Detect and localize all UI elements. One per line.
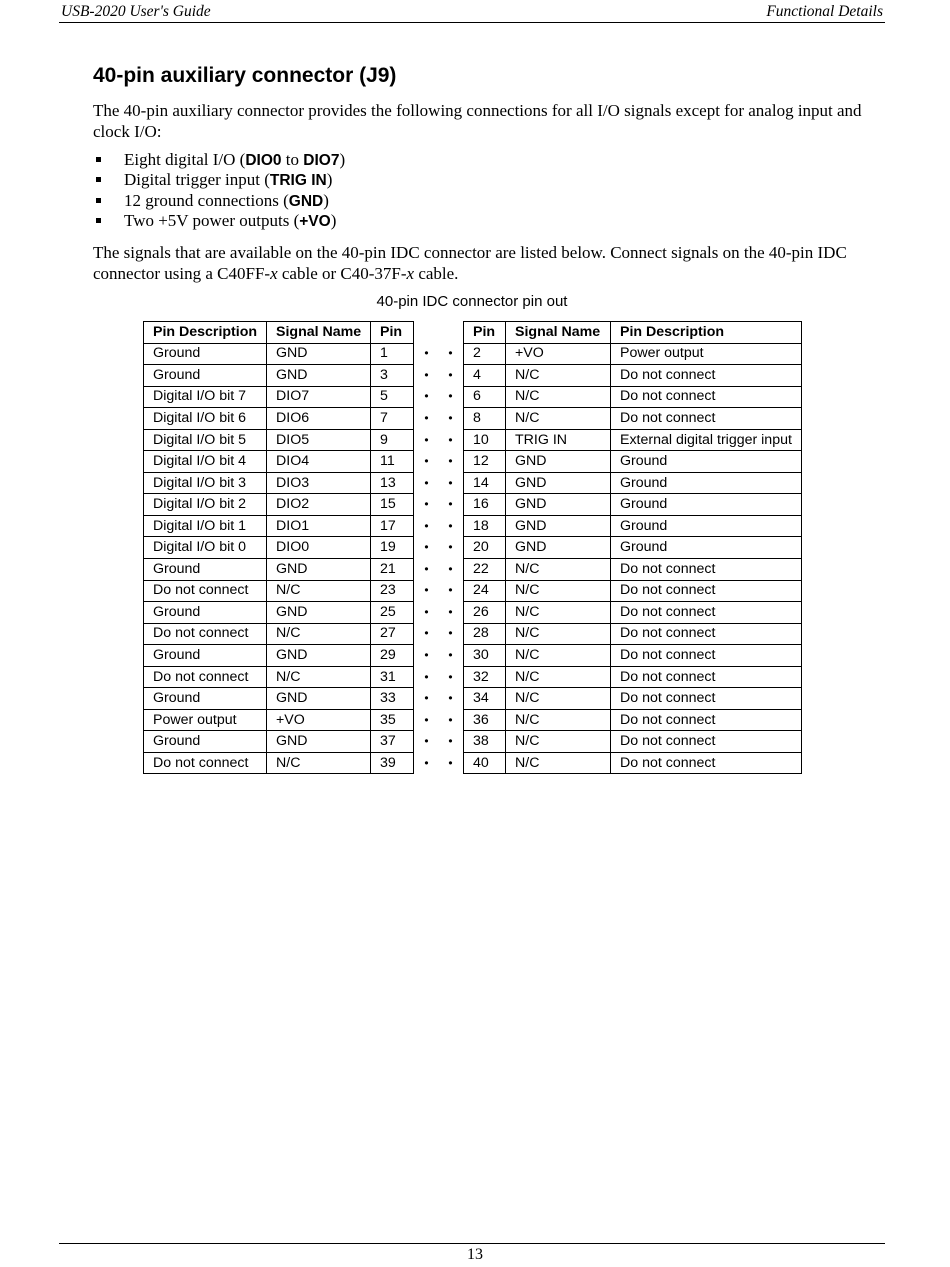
footer-divider (59, 1243, 885, 1244)
cell-signal-name-right: N/C (506, 731, 611, 753)
cell-signal-name-right: N/C (506, 709, 611, 731)
cell-pin-right: 26 (464, 602, 506, 624)
pin-dot-icon: • (448, 755, 453, 770)
cell-pin-description-right: Do not connect (611, 666, 802, 688)
cell-pin-left: 31 (371, 666, 414, 688)
cell-signal-name-left: N/C (267, 580, 371, 602)
table-row (144, 709, 802, 731)
cell-pin-description-right: Do not connect (611, 688, 802, 710)
pin-dot-icon: • (424, 518, 429, 533)
cell-pin-left: 7 (371, 408, 414, 430)
table-row (144, 731, 802, 753)
header-doc-title: USB-2020 User's Guide (61, 3, 211, 20)
cell-pin-description-right: Do not connect (611, 752, 802, 774)
cell-pin-left: 3 (371, 365, 414, 387)
cell-pin-description-right: Do not connect (611, 580, 802, 602)
cell-pin-right: 38 (464, 731, 506, 753)
table-row (144, 515, 802, 537)
pin-dot-icon: • (448, 669, 453, 684)
cell-pin-description-right: Ground (611, 515, 802, 537)
cell-pin-description-left: Do not connect (144, 580, 267, 602)
cell-pin-description-right: Do not connect (611, 602, 802, 624)
cell-signal-name-right: GND (506, 537, 611, 559)
cell-pin-right: 12 (464, 451, 506, 473)
cell-pin-left: 19 (371, 537, 414, 559)
connector-pin-pair (414, 709, 464, 731)
cell-pin-right: 28 (464, 623, 506, 645)
table-row (144, 602, 802, 624)
cell-pin-right: 8 (464, 408, 506, 430)
cell-pin-left: 23 (371, 580, 414, 602)
pin-dot-icon: • (424, 647, 429, 662)
col-header-signal-name-left: Signal Name (267, 322, 371, 344)
cell-pin-description-left: Digital I/O bit 6 (144, 408, 267, 430)
list-item: Digital trigger input (TRIG IN) (93, 170, 345, 190)
cell-signal-name-left: N/C (267, 623, 371, 645)
cell-pin-description-right: Ground (611, 451, 802, 473)
cell-signal-name-left: N/C (267, 752, 371, 774)
pin-dot-icon: • (448, 604, 453, 619)
cell-signal-name-right: N/C (506, 602, 611, 624)
cell-signal-name-right: N/C (506, 645, 611, 667)
table-row (144, 408, 802, 430)
list-item: Two +5V power outputs (+VO) (93, 211, 345, 231)
pin-dot-icon: • (424, 691, 429, 706)
table-row (144, 537, 802, 559)
pin-dot-icon: • (448, 518, 453, 533)
pin-dot-icon: • (424, 734, 429, 749)
connector-pin-pair (414, 645, 464, 667)
cell-pin-right: 22 (464, 559, 506, 581)
cell-signal-name-right: +VO (506, 343, 611, 365)
pin-dot-icon: • (448, 583, 453, 598)
cell-pin-left: 17 (371, 515, 414, 537)
cell-signal-name-right: N/C (506, 688, 611, 710)
col-header-signal-name-right: Signal Name (506, 322, 611, 344)
pin-dot-icon: • (424, 367, 429, 382)
cell-pin-right: 20 (464, 537, 506, 559)
cell-pin-right: 36 (464, 709, 506, 731)
cell-signal-name-left: DIO3 (267, 472, 371, 494)
pin-dot-icon: • (424, 669, 429, 684)
cell-signal-name-right: N/C (506, 623, 611, 645)
cell-pin-left: 39 (371, 752, 414, 774)
cell-signal-name-right: GND (506, 451, 611, 473)
cell-signal-name-left: DIO5 (267, 429, 371, 451)
cell-signal-name-right: N/C (506, 666, 611, 688)
pin-dot-icon: • (448, 410, 453, 425)
cell-signal-name-left: DIO7 (267, 386, 371, 408)
cell-pin-description-right: Do not connect (611, 559, 802, 581)
pin-dot-icon: • (424, 497, 429, 512)
header-chapter-title: Functional Details (766, 3, 883, 20)
cell-pin-left: 35 (371, 709, 414, 731)
connector-pin-pair (414, 494, 464, 516)
bullet-icon (96, 218, 101, 223)
list-item: 12 ground connections (GND) (93, 191, 345, 211)
cell-signal-name-left: GND (267, 602, 371, 624)
connector-pin-pair (414, 666, 464, 688)
cell-pin-left: 15 (371, 494, 414, 516)
cell-signal-name-left: DIO4 (267, 451, 371, 473)
connector-pin-pair (414, 688, 464, 710)
connector-pin-pair (414, 623, 464, 645)
cell-pin-right: 16 (464, 494, 506, 516)
table-row (144, 645, 802, 667)
table-row (144, 559, 802, 581)
pin-dot-icon: • (448, 367, 453, 382)
connector-pin-pair (414, 429, 464, 451)
cell-signal-name-right: GND (506, 494, 611, 516)
pin-dot-icon: • (424, 626, 429, 641)
intro-paragraph: The 40-pin auxiliary connector provides the following connections for all I/O signals except for analog input and clock I/O: (93, 101, 862, 141)
pin-dot-icon: • (448, 389, 453, 404)
cell-signal-name-left: +VO (267, 709, 371, 731)
pin-dot-icon: • (448, 561, 453, 576)
pinout-table (143, 321, 802, 774)
table-row (144, 365, 802, 387)
cell-pin-description-right: Ground (611, 472, 802, 494)
connector-pin-pair (414, 515, 464, 537)
cell-signal-name-left: GND (267, 365, 371, 387)
connector-pin-pair (414, 752, 464, 774)
pin-dot-icon: • (448, 475, 453, 490)
table-row (144, 451, 802, 473)
cell-pin-description-right: Do not connect (611, 731, 802, 753)
cell-pin-description-right: Do not connect (611, 408, 802, 430)
cell-signal-name-right: N/C (506, 580, 611, 602)
pin-dot-icon: • (448, 540, 453, 555)
page-header (59, 3, 885, 23)
cell-pin-description-left: Do not connect (144, 752, 267, 774)
cell-pin-description-left: Digital I/O bit 2 (144, 494, 267, 516)
cell-pin-description-left: Digital I/O bit 7 (144, 386, 267, 408)
cell-signal-name-left: DIO2 (267, 494, 371, 516)
col-header-connector (414, 322, 464, 344)
col-header-pin-description-left: Pin Description (144, 322, 267, 344)
cell-pin-description-right: Do not connect (611, 709, 802, 731)
pin-dot-icon: • (424, 755, 429, 770)
connection-list (93, 150, 345, 231)
bullet-icon (96, 198, 101, 203)
cell-pin-description-right: Do not connect (611, 386, 802, 408)
cell-signal-name-left: GND (267, 688, 371, 710)
cell-signal-name-left: GND (267, 343, 371, 365)
connector-pin-pair (414, 408, 464, 430)
cell-pin-left: 9 (371, 429, 414, 451)
table-row (144, 666, 802, 688)
connector-pin-pair (414, 580, 464, 602)
cell-signal-name-left: GND (267, 731, 371, 753)
cell-pin-description-left: Digital I/O bit 3 (144, 472, 267, 494)
col-header-pin-right: Pin (464, 322, 506, 344)
connector-pin-pair (414, 343, 464, 365)
pin-dot-icon: • (424, 583, 429, 598)
pin-dot-icon: • (424, 454, 429, 469)
cell-pin-description-left: Power output (144, 709, 267, 731)
pin-dot-icon: • (424, 410, 429, 425)
cell-pin-description-left: Ground (144, 645, 267, 667)
cell-pin-left: 1 (371, 343, 414, 365)
cell-pin-description-left: Digital I/O bit 1 (144, 515, 267, 537)
cell-signal-name-left: DIO1 (267, 515, 371, 537)
cell-pin-right: 4 (464, 365, 506, 387)
cell-pin-right: 14 (464, 472, 506, 494)
cell-pin-description-right: Ground (611, 537, 802, 559)
cell-signal-name-right: N/C (506, 559, 611, 581)
cell-signal-name-left: N/C (267, 666, 371, 688)
pin-dot-icon: • (424, 346, 429, 361)
cell-pin-left: 11 (371, 451, 414, 473)
cell-signal-name-right: GND (506, 472, 611, 494)
pin-dot-icon: • (424, 712, 429, 727)
table-caption: 40-pin IDC connector pin out (376, 293, 568, 310)
cell-pin-left: 33 (371, 688, 414, 710)
connector-pin-pair (414, 365, 464, 387)
cell-signal-name-left: GND (267, 559, 371, 581)
pin-dot-icon: • (448, 454, 453, 469)
pin-dot-icon: • (448, 691, 453, 706)
bullet-icon (96, 157, 101, 162)
pin-dot-icon: • (448, 497, 453, 512)
table-row (144, 623, 802, 645)
table-row (144, 688, 802, 710)
cell-pin-right: 10 (464, 429, 506, 451)
cell-pin-description-right: External digital trigger input (611, 429, 802, 451)
connector-pin-pair (414, 559, 464, 581)
cell-pin-left: 21 (371, 559, 414, 581)
cell-signal-name-left: DIO0 (267, 537, 371, 559)
page-number: 13 (467, 1246, 483, 1263)
list-item: Eight digital I/O (DIO0 to DIO7) (93, 150, 345, 170)
table-row (144, 494, 802, 516)
cell-signal-name-right: N/C (506, 408, 611, 430)
pin-dot-icon: • (448, 346, 453, 361)
pin-dot-icon: • (448, 626, 453, 641)
table-row (144, 429, 802, 451)
pin-dot-icon: • (424, 604, 429, 619)
connector-pin-pair (414, 602, 464, 624)
connector-pin-pair (414, 472, 464, 494)
cell-pin-description-left: Do not connect (144, 623, 267, 645)
cell-pin-description-left: Ground (144, 688, 267, 710)
cell-pin-description-left: Ground (144, 602, 267, 624)
cell-pin-left: 13 (371, 472, 414, 494)
cell-pin-description-left: Digital I/O bit 5 (144, 429, 267, 451)
cell-pin-right: 34 (464, 688, 506, 710)
cell-pin-description-right: Do not connect (611, 623, 802, 645)
cell-pin-description-left: Ground (144, 365, 267, 387)
cell-pin-description-left: Do not connect (144, 666, 267, 688)
cell-pin-right: 40 (464, 752, 506, 774)
cell-pin-description-right: Do not connect (611, 645, 802, 667)
cell-pin-left: 25 (371, 602, 414, 624)
table-row (144, 472, 802, 494)
cell-pin-right: 18 (464, 515, 506, 537)
cell-pin-description-left: Ground (144, 559, 267, 581)
pin-dot-icon: • (424, 389, 429, 404)
pin-dot-icon: • (424, 561, 429, 576)
pin-dot-icon: • (424, 540, 429, 555)
cell-pin-description-left: Digital I/O bit 0 (144, 537, 267, 559)
table-row (144, 386, 802, 408)
cell-signal-name-right: N/C (506, 365, 611, 387)
cell-pin-left: 5 (371, 386, 414, 408)
pin-dot-icon: • (424, 475, 429, 490)
cell-pin-left: 37 (371, 731, 414, 753)
cell-signal-name-right: N/C (506, 386, 611, 408)
connector-pin-pair (414, 451, 464, 473)
table-row (144, 343, 802, 365)
cell-pin-right: 24 (464, 580, 506, 602)
cell-pin-description-left: Digital I/O bit 4 (144, 451, 267, 473)
table-row (144, 752, 802, 774)
pin-dot-icon: • (448, 432, 453, 447)
connector-pin-pair (414, 386, 464, 408)
table-header-row (144, 322, 802, 344)
connector-pin-pair (414, 537, 464, 559)
section-title: 40-pin auxiliary connector (J9) (93, 64, 397, 87)
pinout-table-body (144, 343, 802, 774)
cell-signal-name-right: N/C (506, 752, 611, 774)
bullet-icon (96, 177, 101, 182)
cell-pin-left: 29 (371, 645, 414, 667)
cell-pin-description-right: Power output (611, 343, 802, 365)
cell-signal-name-right: GND (506, 515, 611, 537)
pin-dot-icon: • (448, 734, 453, 749)
cell-signal-name-right: TRIG IN (506, 429, 611, 451)
cell-pin-right: 2 (464, 343, 506, 365)
col-header-pin-description-right: Pin Description (611, 322, 802, 344)
cell-pin-right: 6 (464, 386, 506, 408)
cell-pin-description-left: Ground (144, 731, 267, 753)
cell-pin-left: 27 (371, 623, 414, 645)
connector-pin-pair (414, 731, 464, 753)
cell-pin-right: 30 (464, 645, 506, 667)
pin-dot-icon: • (448, 647, 453, 662)
pin-dot-icon: • (424, 432, 429, 447)
pin-dot-icon: • (448, 712, 453, 727)
cell-pin-description-right: Do not connect (611, 365, 802, 387)
cable-paragraph: The signals that are available on the 40-pin IDC connector are listed below. Connect signals on the 40-pin IDC connector using a C40FF-x cable or C40-37F-x cable. (93, 243, 847, 283)
cell-signal-name-left: DIO6 (267, 408, 371, 430)
cell-pin-right: 32 (464, 666, 506, 688)
table-row (144, 580, 802, 602)
cell-pin-description-right: Ground (611, 494, 802, 516)
col-header-pin-left: Pin (371, 322, 414, 344)
cell-signal-name-left: GND (267, 645, 371, 667)
cell-pin-description-left: Ground (144, 343, 267, 365)
